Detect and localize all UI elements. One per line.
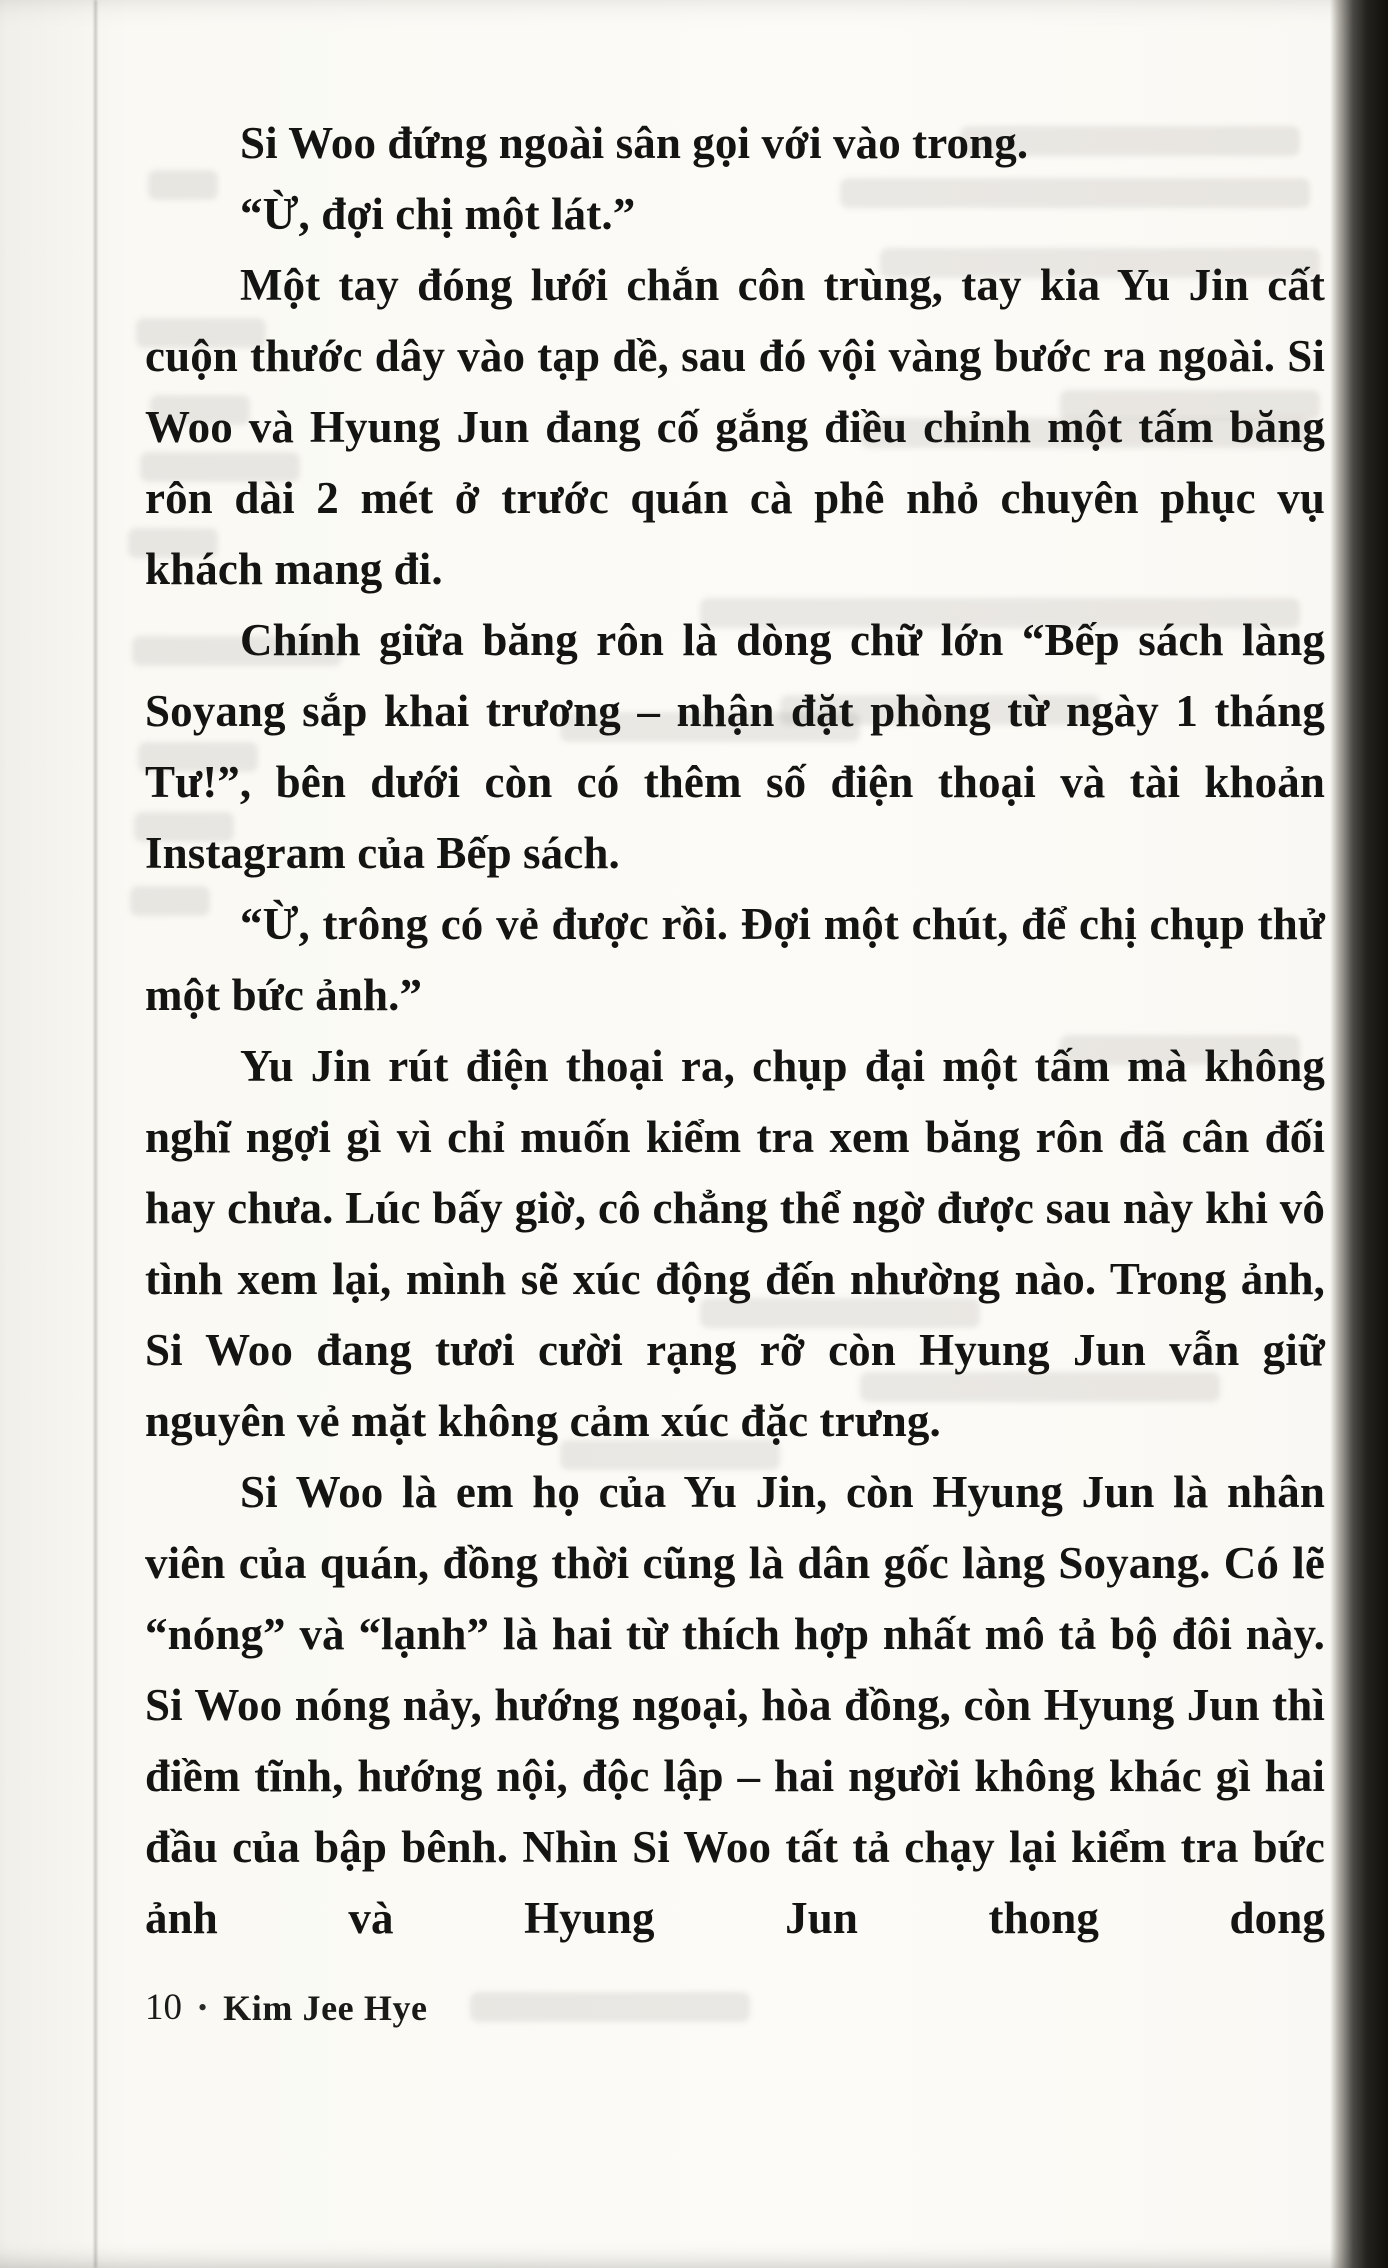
- paragraph: Si Woo đứng ngoài sân gọi với vào trong.: [240, 118, 1029, 168]
- paragraph: Yu Jin rút điện thoại ra, chụp đại một tấm mà không nghĩ ngợi gì vì chỉ muốn kiểm tra xem băng rôn đã cân đối hay chưa. Lúc bấy giờ, cô chẳng thể ngờ được sau này khi vô tình xem lại, mình sẽ xúc động đến nhường nào. Trong ảnh, Si Woo đang tươi cười rạng rỡ còn Hyung Jun vẫn giữ nguyên vẻ mặt không cảm xúc đặc trưng.: [145, 1041, 1325, 1446]
- paragraph: Si Woo là em họ của Yu Jin, còn Hyung Jun là nhân viên của quán, đồng thời cũng là dân gốc làng Soyang. Có lẽ “nóng” và “lạnh” là hai từ thích hợp nhất mô tả bộ đôi này. Si Woo nóng nảy, hướng ngoại, hòa đồng, còn Hyung Jun thì điềm tĩnh, hướng nội, độc lập – hai người không khác gì hai đầu của bập bênh. Nhìn Si Woo tất tả chạy lại kiểm tra bức ảnh và Hyung Jun thong dong: [145, 1467, 1325, 1943]
- bleed-through-artifact: [470, 1992, 750, 2022]
- paragraph: “Ừ, trông có vẻ được rồi. Đợi một chút, để chị chụp thử một bức ảnh.”: [145, 899, 1325, 1020]
- gutter-shadow-line: [94, 0, 97, 2268]
- page-number: 10: [145, 1987, 182, 2028]
- page-footer: [145, 1986, 428, 2029]
- page-edge-shadow: [1330, 0, 1388, 2268]
- page-text-block: [145, 108, 1325, 1954]
- author-name: Kim Jee Hye: [223, 1987, 428, 2028]
- paragraph: Chính giữa băng rôn là dòng chữ lớn “Bếp sách làng Soyang sắp khai trương – nhận đặt phòng từ ngày 1 tháng Tư!”, bên dưới còn có thêm số điện thoại và tài khoản Instagram của Bếp sách.: [145, 615, 1325, 878]
- paragraph: Một tay đóng lưới chắn côn trùng, tay kia Yu Jin cất cuộn thước dây vào tạp dề, sau đó vội vàng bước ra ngoài. Si Woo và Hyung Jun đang cố gắng điều chỉnh một tấm băng rôn dài 2 mét ở trước quán cà phê nhỏ chuyên phục vụ khách mang đi.: [145, 260, 1325, 594]
- footer-separator: •: [198, 1992, 208, 2022]
- paragraph: “Ừ, đợi chị một lát.”: [240, 189, 636, 239]
